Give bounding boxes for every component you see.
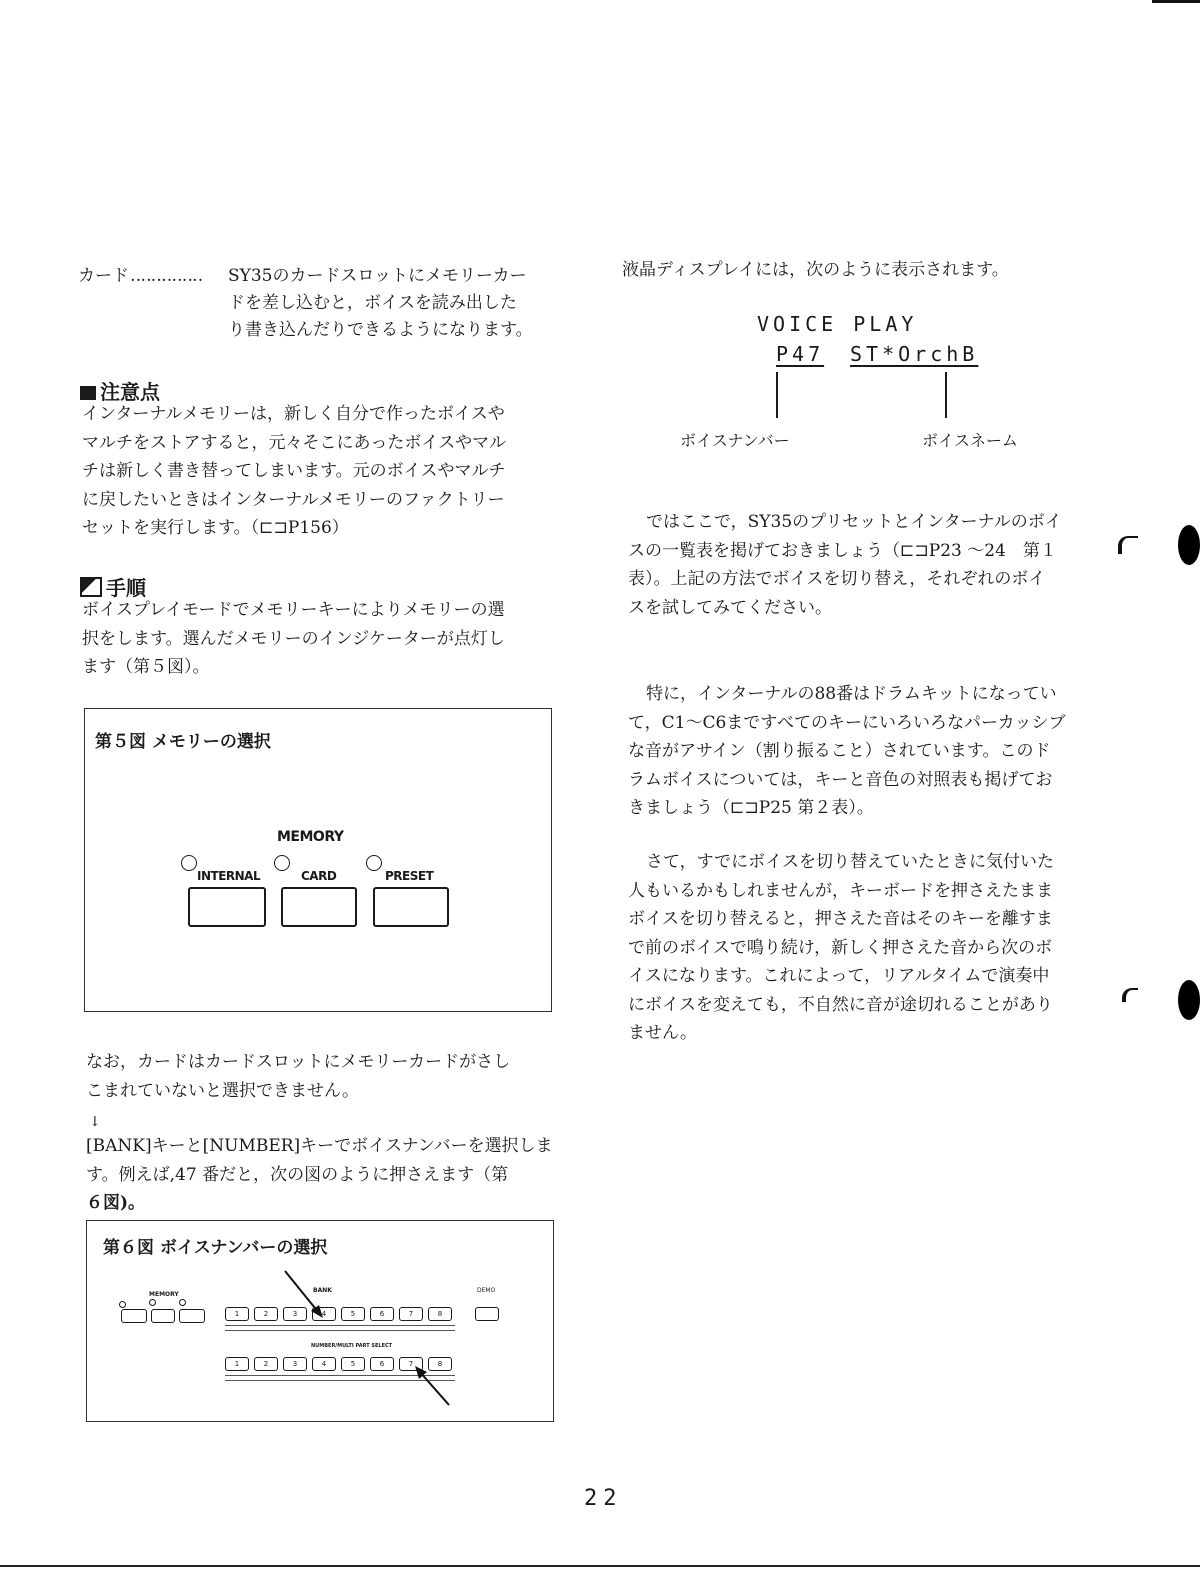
preset-button[interactable] <box>373 887 449 927</box>
procedure-title: 手順 <box>106 576 146 600</box>
down-arrow: ↓ <box>89 1114 101 1130</box>
paragraph-line: にボイスを変えても，不自然に音が途切れることがあり <box>628 994 1053 1015</box>
procedure-icon <box>80 577 102 597</box>
fig6-arrows <box>87 1221 553 1421</box>
scan-mark <box>1122 988 1138 1002</box>
card-note <box>86 1048 510 1105</box>
caution-line: に戻したいときはインターナルメモリーのファクトリー <box>82 489 505 510</box>
voice-name-label: ボイスネーム <box>922 431 1018 450</box>
bank-key-6[interactable]: 6 <box>370 1307 394 1321</box>
preset-led <box>366 855 382 871</box>
paragraph-line: ボイスを切り替えると，押さえた音はそのキーを離すま <box>628 909 1053 929</box>
card-note-line: なお，カードはカードスロットにメモリーカードがさし <box>86 1052 511 1072</box>
figure-5-caption: 第５図 メモリーの選択 <box>95 732 271 752</box>
caution-line: マルチをストアすると，元々そこにあったボイスやマル <box>82 432 507 453</box>
number-key-6[interactable]: 6 <box>370 1357 394 1371</box>
number-key-8[interactable]: 8 <box>428 1357 452 1371</box>
card-button[interactable] <box>281 887 357 927</box>
number-arrow <box>419 1371 449 1405</box>
caution-icon <box>80 386 96 400</box>
fig6-memory-label: MEMORY <box>149 1291 179 1298</box>
fig6-bank-label: BANK <box>313 1287 332 1294</box>
internal-label: INTERNAL <box>197 869 261 883</box>
card-definition-line-3: り書き込んだりできるようになります。 <box>228 320 533 340</box>
bank-key-7[interactable]: 7 <box>399 1307 423 1321</box>
card-definition-line-1: SY35のカードスロットにメモリーカー <box>228 266 527 286</box>
paragraph-2 <box>628 680 1065 823</box>
card-dots: ‥‥‥‥‥‥‥ <box>130 266 203 286</box>
scan-mark <box>1118 536 1138 554</box>
bank-arrow <box>285 1271 319 1313</box>
card-term: カード <box>78 266 129 286</box>
paragraph-line: な音がアサイン（割り振ること）されています。このド <box>628 741 1051 761</box>
paragraph-3 <box>628 848 1054 1048</box>
paragraph-line: で前のボイスで鳴り続け，新しく押さえた音から次のボ <box>628 937 1053 958</box>
figure-6-caption: 第６図 ボイスナンバーの選択 <box>103 1238 328 1258</box>
bank-key-8[interactable]: 8 <box>428 1307 452 1321</box>
paragraph-line: 表）。上記の方法でボイスを切り替え，それぞれのボイ <box>628 569 1046 589</box>
lcd-voice-name: ST*OrchB <box>850 342 979 366</box>
paragraph-line: ではここで，SY35のプリセットとインターナルのボイ <box>646 512 1062 532</box>
binder-hole-mark <box>1178 525 1200 565</box>
paragraph-line: イスになります。これによって，リアルタイムで演奏中 <box>628 966 1050 986</box>
voice-number-leader <box>776 372 778 418</box>
voice-name-leader <box>945 372 947 418</box>
fig6-number-label: NUMBER/MULTI PART SELECT <box>311 1343 393 1349</box>
internal-led <box>181 855 197 871</box>
memory-label: MEMORY <box>277 829 344 845</box>
procedure-line: 択をします。選んだメモリーのインジケーターが点灯し <box>82 628 505 649</box>
corner-mark <box>1152 0 1200 3</box>
card-definition-line-2: ドを差し込むと，ボイスを読み出した <box>228 293 517 313</box>
bank-line: す。例えば,47 番だと，次の図のように押さえます（第 <box>86 1164 509 1185</box>
number-key-4[interactable]: 4 <box>312 1357 336 1371</box>
lcd-voice-number: P47 <box>776 342 825 366</box>
paragraph-line: ません。 <box>628 1023 698 1043</box>
caution-line: セットを実行します。（⊏⊐P156） <box>82 518 349 538</box>
voice-number-label: ボイスナンバー <box>680 431 790 450</box>
paragraph-line: きましょう（⊏⊐P25 第２表）。 <box>628 798 874 818</box>
bank-line: [BANK]キーと[NUMBER]キーでボイスナンバーを選択しま <box>86 1136 553 1156</box>
caution-line: インターナルメモリーは，新しく自分で作ったボイスや <box>82 404 505 424</box>
number-key-5[interactable]: 5 <box>341 1357 365 1371</box>
display-intro: 液晶ディスプレイには，次のように表示されます。 <box>622 260 1009 280</box>
preset-label: PRESET <box>385 869 434 883</box>
lcd-line-1: VOICE PLAY <box>757 312 918 336</box>
bank-key-3[interactable]: 3 <box>283 1307 307 1321</box>
figure-5-box <box>84 708 552 1012</box>
procedure-line: ます（第５図）。 <box>82 657 210 677</box>
caution-line: チは新しく書き替ってしまいます。元のボイスやマルチ <box>82 461 506 481</box>
number-key-1[interactable]: 1 <box>225 1357 249 1371</box>
paragraph-line: スを試してみてください。 <box>628 597 832 618</box>
card-led <box>274 855 290 871</box>
bank-key-5[interactable]: 5 <box>341 1307 365 1321</box>
caution-text <box>82 400 506 543</box>
paragraph-line: ラムボイスについては，キーと音色の対照表も掲げてお <box>628 769 1053 790</box>
paragraph-line: スの一覧表を掲げておきましょう（⊏⊐P23 ～24 第１ <box>628 540 1057 561</box>
binder-hole-mark <box>1178 980 1200 1020</box>
fig6-demo-label: DEMO <box>477 1287 496 1294</box>
number-key-7[interactable]: 7 <box>399 1357 423 1371</box>
bank-key-1[interactable]: 1 <box>225 1307 249 1321</box>
paragraph-line: さて，すでにボイスを切り替えていたときに気付いた <box>646 852 1054 872</box>
card-label: CARD <box>301 869 337 883</box>
caution-title: 注意点 <box>100 380 160 404</box>
paragraph-line: て，C1～C6まですべてのキーにいろいろなパーカッシブ <box>628 712 1066 733</box>
number-key-2[interactable]: 2 <box>254 1357 278 1371</box>
bank-line: ６図)。 <box>86 1193 146 1213</box>
bottom-edge-line <box>0 1565 1200 1567</box>
paragraph-1 <box>628 508 1062 622</box>
page-number: 22 <box>584 1486 623 1511</box>
bank-key-4[interactable]: 4 <box>312 1307 336 1321</box>
bank-key-2[interactable]: 2 <box>254 1307 278 1321</box>
procedure-text <box>82 596 505 682</box>
number-key-3[interactable]: 3 <box>283 1357 307 1371</box>
internal-button[interactable] <box>188 887 266 927</box>
procedure-line: ボイスプレイモードでメモリーキーによりメモリーの選 <box>82 600 505 620</box>
bank-instructions <box>86 1132 553 1218</box>
paragraph-line: 人もいるかもしれませんが，キーボードを押さえたまま <box>628 880 1053 901</box>
card-note-line: こまれていないと選択できません。 <box>86 1080 360 1101</box>
paragraph-line: 特に，インターナルの88番はドラムキットになってい <box>646 684 1057 704</box>
bank-arrow-head <box>311 1305 323 1318</box>
figure-6-box <box>86 1220 554 1422</box>
